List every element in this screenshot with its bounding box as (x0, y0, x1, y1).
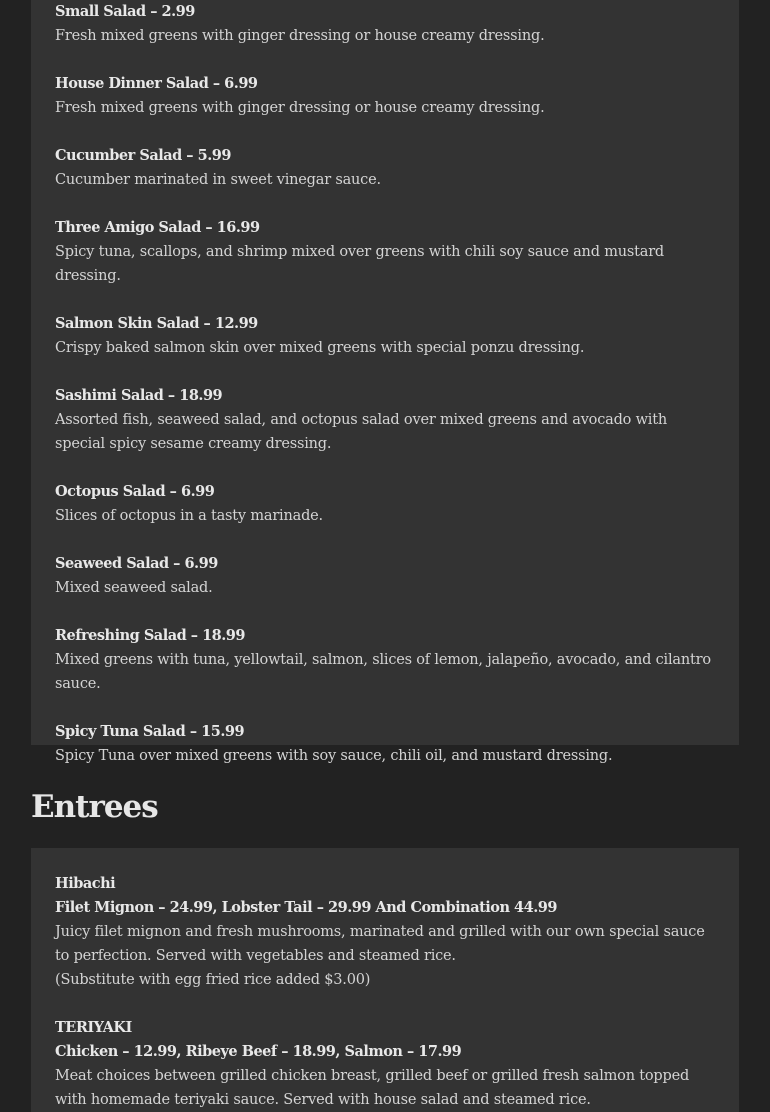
menu-item-description: Meat choices between grilled chicken breast, grilled beef or grilled fresh salmon topped with homemade teriyaki sauce. Served with house salad and steamed rice. (55, 1068, 690, 1108)
menu-item-title: Spicy Tuna Salad – 15.99 (55, 723, 245, 740)
menu-item (55, 216, 719, 288)
menu-item (55, 480, 719, 528)
menu-item-description: Cucumber marinated in sweet vinegar sauce. (55, 172, 381, 188)
menu-item-title: Filet Mignon – 24.99, Lobster Tail – 29.99 And Combination 44.99 (55, 899, 557, 916)
menu-item-category: TERIYAKI (55, 1019, 132, 1036)
menu-item-title: Three Amigo Salad – 16.99 (55, 219, 260, 236)
menu-item (55, 72, 719, 120)
salads-panel (31, 0, 739, 764)
menu-item (55, 1016, 719, 1112)
menu-item-title: Cucumber Salad – 5.99 (55, 147, 231, 164)
menu-item-title: House Dinner Salad – 6.99 (55, 75, 258, 92)
menu-item (55, 872, 719, 992)
menu-item-description: Assorted fish, seaweed salad, and octopus salad over mixed greens and avocado with special spicy sesame creamy dressing. (55, 412, 668, 452)
entrees-panel (31, 848, 739, 1112)
menu-item-description: Crispy baked salmon skin over mixed greens with special ponzu dressing. (55, 340, 585, 356)
menu-item (55, 624, 719, 696)
menu-item-title: Salmon Skin Salad – 12.99 (55, 315, 258, 332)
menu-item-note: (Substitute with egg fried rice added $3.00) (55, 972, 371, 988)
menu-item-description: Fresh mixed greens with ginger dressing or house creamy dressing. (55, 28, 545, 44)
menu-item (55, 384, 719, 456)
menu-item (55, 312, 719, 360)
menu-item-title: Octopus Salad – 6.99 (55, 483, 215, 500)
menu-item-title: Refreshing Salad – 18.99 (55, 627, 245, 644)
menu-item (55, 552, 719, 600)
menu-item-title: Small Salad – 2.99 (55, 3, 195, 20)
menu-item-description: Spicy tuna, scallops, and shrimp mixed over greens with chili soy sauce and mustard dressing. (55, 244, 665, 284)
menu-item (55, 0, 719, 48)
menu-item-description: Slices of octopus in a tasty marinade. (55, 508, 323, 524)
menu-item-title: Chicken – 12.99, Ribeye Beef – 18.99, Salmon – 17.99 (55, 1043, 462, 1060)
menu-item-title: Sashimi Salad – 18.99 (55, 387, 223, 404)
menu-item-description: Spicy Tuna over mixed greens with soy sauce, chili oil, and mustard dressing. (55, 748, 613, 764)
section-heading-entrees: Entrees (31, 789, 158, 825)
menu-item (55, 720, 719, 768)
menu-item-description: Juicy filet mignon and fresh mushrooms, marinated and grilled with our own special sauce to perfection. Served with vegetables and steamed rice. (55, 924, 705, 964)
menu-item-title: Seaweed Salad – 6.99 (55, 555, 218, 572)
menu-item (55, 144, 719, 192)
menu-item-description: Mixed greens with tuna, yellowtail, salmon, slices of lemon, jalapeño, avocado, and cilantro sauce. (55, 652, 711, 692)
menu-item-category: Hibachi (55, 875, 116, 892)
menu-item-description: Mixed seaweed salad. (55, 580, 213, 596)
menu-item-description: Fresh mixed greens with ginger dressing or house creamy dressing. (55, 100, 545, 116)
